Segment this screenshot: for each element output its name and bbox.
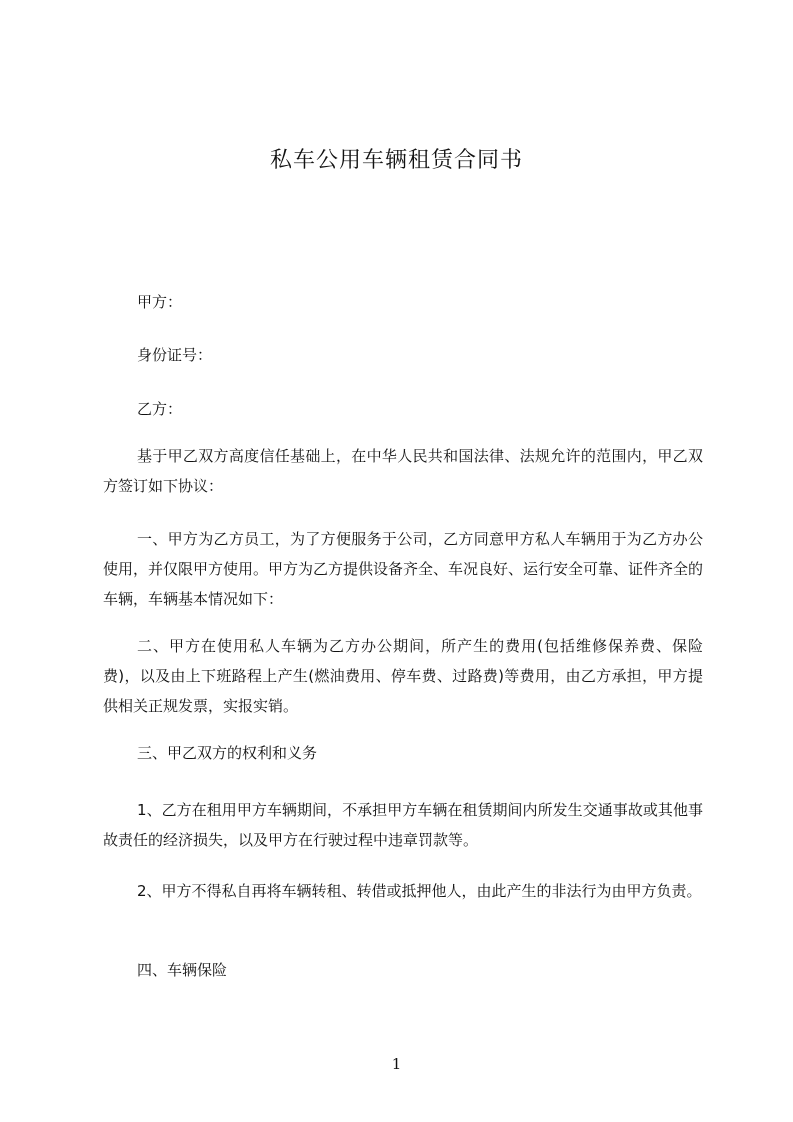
party-b-field: 乙方： bbox=[137, 400, 183, 418]
clause-three-item-two: 2、甲方不得私自再将车辆转租、转借或抵押他人，由此产生的非法行为由甲方负责。 bbox=[137, 882, 702, 900]
clause-three-item-one: 1、乙方在租用甲方车辆期间，不承担甲方车辆在租赁期间内所发生交通事故或其他事故责任的经济损失，以及甲方在行驶过程中违章罚款等。 bbox=[103, 801, 703, 849]
clause-four-heading: 四、车辆保险 bbox=[137, 961, 228, 979]
clause-two-paragraph: 二、甲方在使用私人车辆为乙方办公期间，所产生的费用(包括维修保养费、保险费)，以及由上下班路程上产生(燃油费用、停车费、过路费)等费用，由乙方承担，甲方提供相关正规发票，实报实销。 bbox=[103, 637, 703, 715]
preamble-paragraph: 基于甲乙双方高度信任基础上，在中华人民共和国法律、法规允许的范围内，甲乙双方签订如下协议： bbox=[103, 447, 703, 495]
clause-one-paragraph: 一、甲方为乙方员工，为了方便服务于公司，乙方同意甲方私人车辆用于为乙方办公使用，并仅限甲方使用。甲方为乙方提供设备齐全、车况良好、运行安全可靠、证件齐全的车辆，车辆基本情况如下： bbox=[103, 530, 704, 608]
id-number-field: 身份证号： bbox=[137, 346, 213, 364]
party-a-field: 甲方： bbox=[137, 293, 183, 311]
page-number: 1 bbox=[391, 1055, 402, 1073]
clause-three-heading: 三、甲乙双方的权利和义务 bbox=[137, 744, 318, 762]
document-title: 私车公用车辆租赁合同书 bbox=[269, 148, 523, 173]
